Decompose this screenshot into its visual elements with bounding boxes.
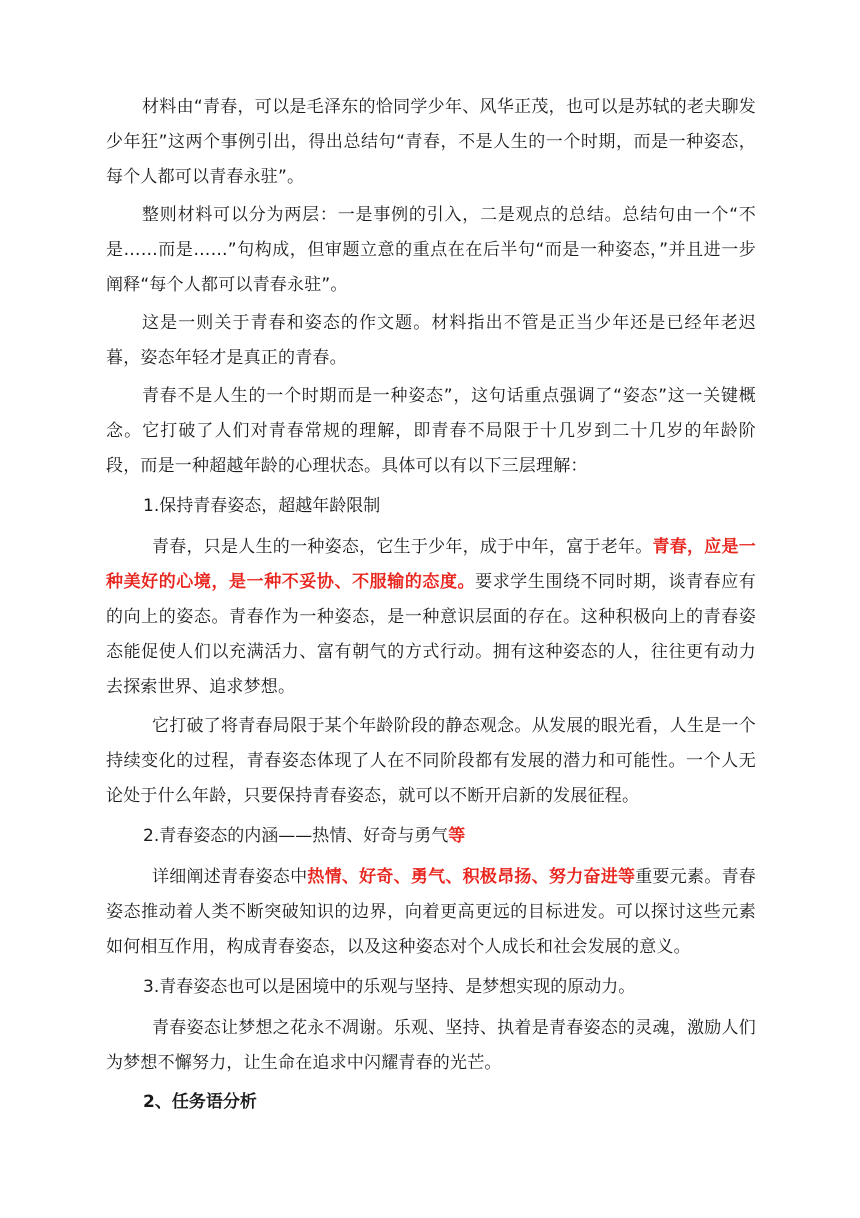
heading-point-3: 3.青春姿态也可以是困境中的乐观与坚持、是梦想实现的原动力。 <box>143 977 636 997</box>
highlighted-text: 等 <box>448 826 466 846</box>
heading-point-1: 1.保持青春姿态，超越年龄限制 <box>143 496 381 516</box>
text-segment: 重要元素。青春姿态推动着人类不断突破知识的边界，向着更高更远的目标进发。可以探讨这些元素如何相互作用，构成青春姿态，以及这种姿态对个人成长和社会发展的意义。 <box>106 867 756 957</box>
paragraph-material-structure: 整则材料可以分为两层：一是事例的引入，二是观点的总结。总结句由一个“不是……而是……”句构成，但审题立意的重点在在后半句“而是一种姿态，”并且进一步阐释“每个人都可以青春永驻”。 <box>106 205 756 295</box>
text-segment: 要求学生围绕不同时期，谈青春应有的向上的姿态。青春作为一种姿态，是一种意识层面的存在。这种积极向上的青春姿态能促使人们以充满活力、富有朝气的方式行动。拥有这种姿态的人，往往更有动力去探索世界、追求梦想。 <box>106 572 757 697</box>
heading-point-2 <box>143 819 465 854</box>
paragraph-point-2-body <box>106 860 756 965</box>
heading-text: 2.青春姿态的内涵——热情、好奇与勇气 <box>143 826 449 846</box>
paragraph-point-1-development: 它打破了将青春局限于某个年龄阶段的静态观念。从发展的眼光看，人生是一个持续变化的过程，青春姿态体现了人在不同阶段都有发展的潜力和可能性。一个人无论处于什么年龄，只要保持青春姿态，就可以不断开启新的发展征程。 <box>106 716 756 806</box>
paragraph-point-1-body <box>106 530 756 705</box>
section-heading-task-analysis: 2、任务语分析 <box>143 1092 257 1112</box>
text-segment: 详细阐述青春姿态中 <box>152 867 308 887</box>
highlighted-text: 热情、好奇、勇气、积极昂扬、努力奋进等 <box>307 867 636 887</box>
highlighted-text: 青春，应是一种美好的心境，是一种不妥协、不服输的态度。 <box>106 537 756 592</box>
paragraph-topic-summary: 这是一则关于青春和姿态的作文题。材料指出不管是正当少年还是已经年老迟暮，姿态年轻才是真正的青春。 <box>106 313 756 368</box>
paragraph-material-intro: 材料由“青春，可以是毛泽东的恰同学少年、风华正茂，也可以是苏轼的老夫聊发少年狂”这两个事例引出，得出总结句“青春，不是人生的一个时期，而是一种姿态，每个人都可以青春永驻”。 <box>106 97 756 187</box>
paragraph-key-concept: 青春不是人生的一个时期而是一种姿态”，这句话重点强调了“姿态”这一关键概念。它打破了人们对青春常规的理解，即青春不局限于十几岁到二十几岁的年龄阶段，而是一种超越年龄的心理状态。具体可以有以下三层理解： <box>106 386 756 476</box>
text-segment: 青春，只是人生的一种姿态，它生于少年，成于中年，富于老年。 <box>152 537 653 557</box>
paragraph-point-3-body: 青春姿态让梦想之花永不凋谢。乐观、坚持、执着是青春姿态的灵魂，激励人们为梦想不懈努力，让生命在追求中闪耀青春的光芒。 <box>106 1018 756 1073</box>
